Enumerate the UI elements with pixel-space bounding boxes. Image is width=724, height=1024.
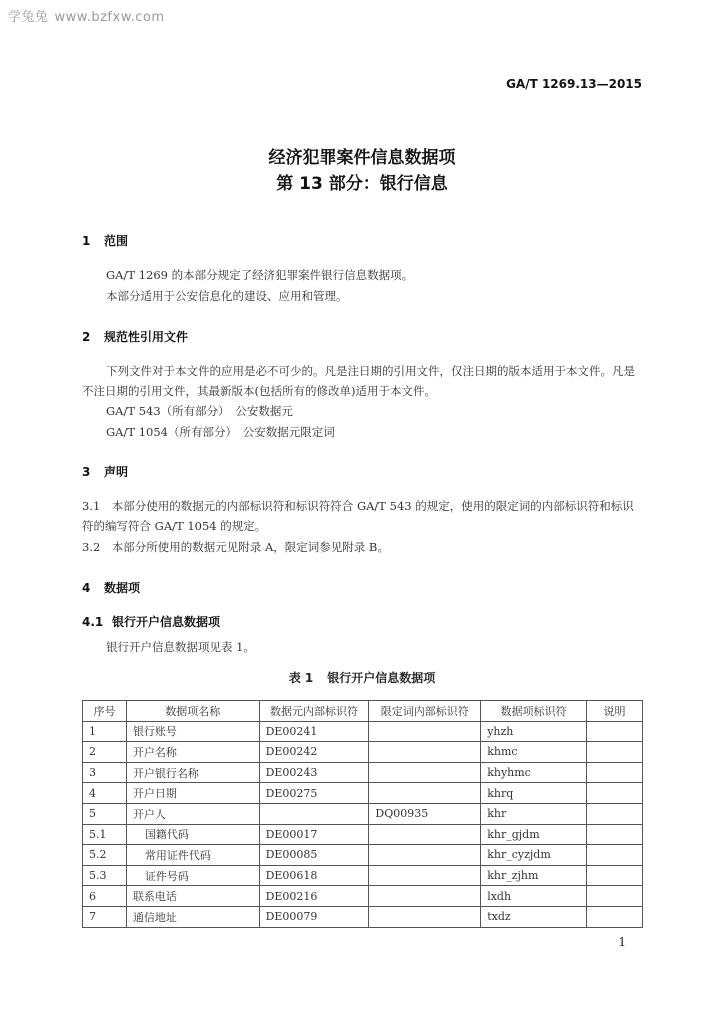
table-row bbox=[83, 886, 643, 907]
cell-item-id: khr_zjhm bbox=[481, 865, 587, 886]
cell-element-id: DE00275 bbox=[259, 783, 369, 804]
section-2-heading bbox=[82, 328, 188, 345]
cell-element-id: DE00017 bbox=[259, 824, 369, 845]
cell-qualifier-id: DQ00935 bbox=[369, 803, 481, 824]
cell-seq: 3 bbox=[83, 762, 127, 783]
cell-item-id: khrq bbox=[481, 783, 587, 804]
cell-seq: 5.3 bbox=[83, 865, 127, 886]
section-title: 规范性引用文件 bbox=[104, 330, 189, 344]
cell-item-id: khr_cyzjdm bbox=[481, 845, 587, 866]
table-caption bbox=[0, 669, 724, 686]
cell-qualifier-id bbox=[369, 906, 481, 927]
watermark-brand: 学兔兔 bbox=[8, 10, 49, 25]
watermark bbox=[8, 6, 165, 25]
cell-item-name: 联系电话 bbox=[126, 886, 259, 907]
header-note: 说明 bbox=[587, 701, 643, 722]
cell-seq: 4 bbox=[83, 783, 127, 804]
cell-qualifier-id bbox=[369, 886, 481, 907]
standard-number: GA/T 1269.13—2015 bbox=[506, 77, 642, 91]
cell-note bbox=[587, 865, 643, 886]
cell-qualifier-id bbox=[369, 845, 481, 866]
table-row bbox=[83, 824, 643, 845]
table-header-row bbox=[83, 701, 643, 722]
cell-element-id: DE00618 bbox=[259, 865, 369, 886]
paragraph: 下列文件对于本文件的应用是必不可少的。凡是注日期的引用文件，仅注日期的版本适用于本文件。凡是不注日期的引用文件，其最新版本(包括所有的修改单)适用于本文件。 bbox=[82, 364, 635, 398]
section-number: 1 bbox=[82, 234, 91, 248]
paragraph: 本部分适用于公安信息化的建设、应用和管理。 bbox=[106, 289, 348, 303]
cell-qualifier-id bbox=[369, 824, 481, 845]
cell-item-name: 证件号码 bbox=[126, 865, 259, 886]
cell-note bbox=[587, 783, 643, 804]
cell-qualifier-id bbox=[369, 783, 481, 804]
cell-qualifier-id bbox=[369, 865, 481, 886]
paragraph: 3.1 本部分使用的数据元的内部标识符和标识符符合 GA/T 543 的规定，使用的限定词的内部标识符和标识符的编写符合 GA/T 1054 的规定。 bbox=[82, 499, 634, 533]
cell-seq: 7 bbox=[83, 906, 127, 927]
table-row bbox=[83, 845, 643, 866]
table-row bbox=[83, 783, 643, 804]
cell-element-id: DE00243 bbox=[259, 762, 369, 783]
section-title: 声明 bbox=[104, 465, 129, 479]
cell-element-id: DE00216 bbox=[259, 886, 369, 907]
cell-note bbox=[587, 886, 643, 907]
section-number: 3 bbox=[82, 465, 91, 479]
cell-item-id: khmc bbox=[481, 742, 587, 763]
section-number: 4.1 bbox=[82, 615, 104, 629]
cell-seq: 2 bbox=[83, 742, 127, 763]
section-1-heading bbox=[82, 232, 128, 249]
cell-note bbox=[587, 762, 643, 783]
table-row bbox=[83, 906, 643, 927]
section-title: 范围 bbox=[104, 234, 129, 248]
header-item-id: 数据项标识符 bbox=[481, 701, 587, 722]
section-4-heading bbox=[82, 579, 140, 596]
section-4-1-heading bbox=[82, 613, 220, 630]
table-row bbox=[83, 865, 643, 886]
cell-note bbox=[587, 803, 643, 824]
cell-item-id: lxdh bbox=[481, 886, 587, 907]
section-title: 数据项 bbox=[104, 581, 141, 595]
cell-qualifier-id bbox=[369, 762, 481, 783]
cell-item-id: khr bbox=[481, 803, 587, 824]
cell-note bbox=[587, 721, 643, 742]
section-number: 4 bbox=[82, 581, 91, 595]
document-title: 经济犯罪案件信息数据项 bbox=[268, 148, 456, 168]
paragraph: GA/T 1269 的本部分规定了经济犯罪案件银行信息数据项。 bbox=[106, 268, 414, 282]
cell-item-name: 开户日期 bbox=[126, 783, 259, 804]
cell-item-id: khyhmc bbox=[481, 762, 587, 783]
page-number: 1 bbox=[618, 935, 626, 949]
header-item-name: 数据项名称 bbox=[126, 701, 259, 722]
cell-seq: 6 bbox=[83, 886, 127, 907]
cell-item-name: 国籍代码 bbox=[126, 824, 259, 845]
cell-element-id bbox=[259, 803, 369, 824]
cell-qualifier-id bbox=[369, 721, 481, 742]
cell-note bbox=[587, 845, 643, 866]
table-caption-label: 表 1 bbox=[288, 671, 314, 685]
table-row bbox=[83, 803, 643, 824]
cell-item-id: khr_gjdm bbox=[481, 824, 587, 845]
watermark-site: www.bzfxw.com bbox=[54, 10, 165, 25]
table-row bbox=[83, 762, 643, 783]
cell-item-id: txdz bbox=[481, 906, 587, 927]
header-qualifier-id: 限定词内部标识符 bbox=[369, 701, 481, 722]
cell-seq: 5.1 bbox=[83, 824, 127, 845]
cell-element-id: DE00241 bbox=[259, 721, 369, 742]
table-caption-title: 银行开户信息数据项 bbox=[327, 671, 436, 685]
cell-item-name: 通信地址 bbox=[126, 906, 259, 927]
cell-seq: 1 bbox=[83, 721, 127, 742]
paragraph: 3.2 本部分所使用的数据元见附录 A，限定词参见附录 B。 bbox=[82, 540, 389, 554]
cell-note bbox=[587, 742, 643, 763]
document-subtitle: 第 13 部分：银行信息 bbox=[276, 174, 448, 194]
section-3-heading bbox=[82, 463, 128, 480]
cell-note bbox=[587, 906, 643, 927]
cell-element-id: DE00085 bbox=[259, 845, 369, 866]
data-item-table bbox=[82, 700, 643, 928]
cell-item-name: 常用证件代码 bbox=[126, 845, 259, 866]
table-row bbox=[83, 721, 643, 742]
cell-item-id: yhzh bbox=[481, 721, 587, 742]
paragraph: 银行开户信息数据项见表 1。 bbox=[106, 640, 255, 654]
cell-qualifier-id bbox=[369, 742, 481, 763]
cell-seq: 5.2 bbox=[83, 845, 127, 866]
reference-item: GA/T 543（所有部分） 公安数据元 bbox=[106, 404, 293, 418]
cell-element-id: DE00079 bbox=[259, 906, 369, 927]
section-title: 银行开户信息数据项 bbox=[112, 615, 221, 629]
reference-item: GA/T 1054（所有部分） 公安数据元限定词 bbox=[106, 425, 335, 439]
table-row bbox=[83, 742, 643, 763]
cell-item-name: 银行账号 bbox=[126, 721, 259, 742]
cell-item-name: 开户人 bbox=[126, 803, 259, 824]
cell-item-name: 开户名称 bbox=[126, 742, 259, 763]
header-seq: 序号 bbox=[83, 701, 127, 722]
cell-note bbox=[587, 824, 643, 845]
header-element-id: 数据元内部标识符 bbox=[259, 701, 369, 722]
cell-item-name: 开户银行名称 bbox=[126, 762, 259, 783]
cell-seq: 5 bbox=[83, 803, 127, 824]
cell-element-id: DE00242 bbox=[259, 742, 369, 763]
section-number: 2 bbox=[82, 330, 91, 344]
